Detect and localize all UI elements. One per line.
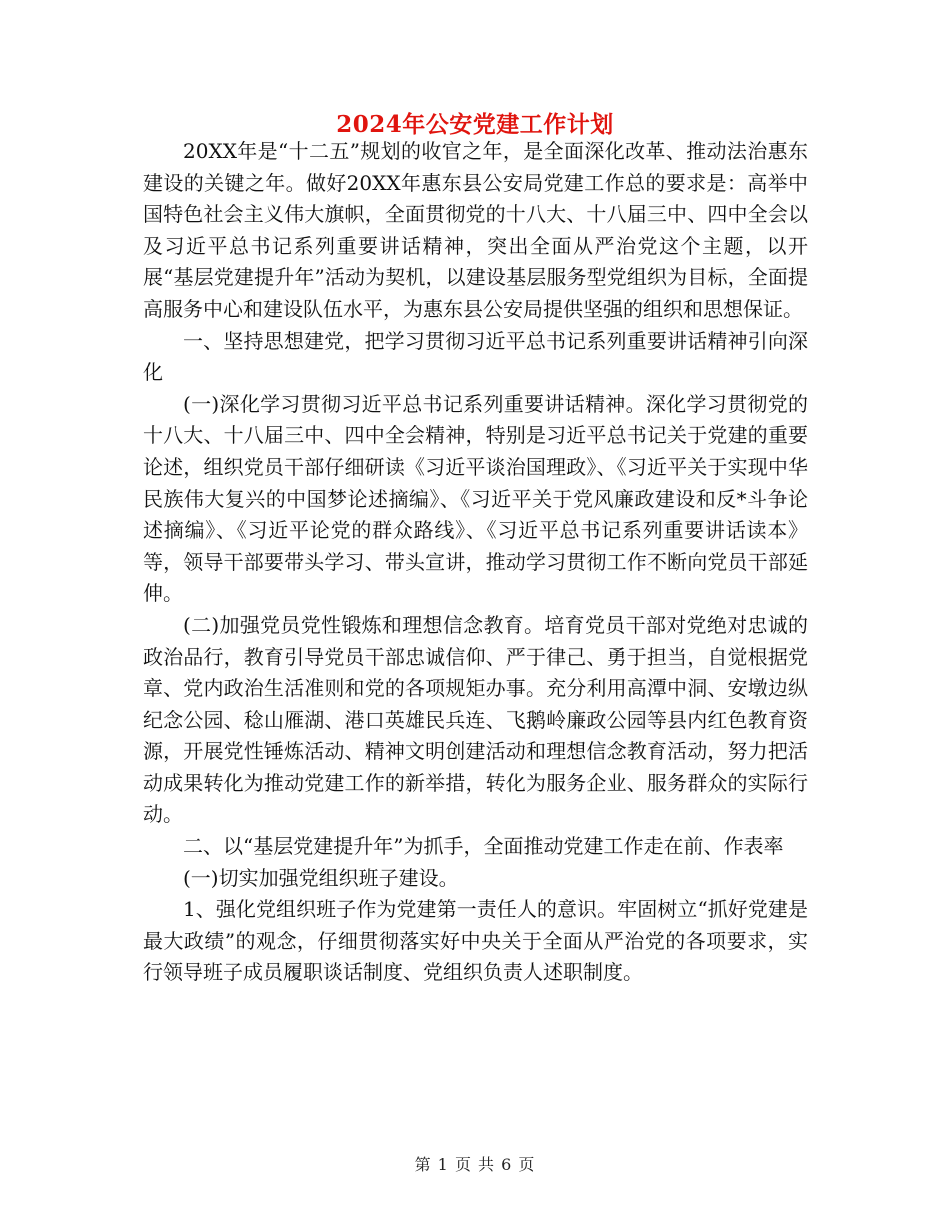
paragraph-section-1-1: (一)深化学习贯彻习近平总书记系列重要讲话精神。深化学习贯彻党的十八大、十八届三中、四中全会精神，特别是习近平总书记关于党建的重要论述，组织党员干部仔细研读《习近平谈治国理政》、《习近平关于实现中华民族伟大复兴的中国梦论述摘编》、《习近平关于党风廉政建设和反*斗争论述摘编》、《习近平论党的群众路线》、《习近平总书记系列重要讲话读本》等，领导干部要带头学习、带头宣讲，推动学习贯彻工作不断向党员干部延伸。 bbox=[143, 391, 808, 606]
paragraph-intro: 20XX年是“十二五”规划的收官之年，是全面深化改革、推动法治惠东建设的关键之年。做好20XX年惠东县公安局党建工作总的要求是：高举中国特色社会主义伟大旗帜，全面贯彻党的十八大、十八届三中、四中全会以及习近平总书记系列重要讲话精神，突出全面从严治党这个主题，以开展“基层党建提升年”活动为契机，以建设基层服务型党组织为目标，全面提高服务中心和建设队伍水平，为惠东县公安局提供坚强的组织和思想保证。 bbox=[143, 139, 808, 321]
paragraph-section-1-2: (二)加强党员党性锻炼和理想信念教育。培育党员干部对党绝对忠诚的政治品行，教育引导党员干部忠诚信仰、严于律己、勇于担当，自觉根据党章、党内政治生活准则和党的各项规矩办事。充分利用高潭中洞、安墩边纵纪念公园、稔山雁湖、港口英雄民兵连、飞鹅岭廉政公园等县内红色教育资源，开展党性锤炼活动、精神文明创建活动和理想信念教育活动，努力把活动成果转化为推动党建工作的新举措，转化为服务企业、服务群众的实际行动。 bbox=[143, 612, 808, 827]
page-number-footer: 第 1 页 共 6 页 bbox=[414, 1155, 536, 1174]
paragraph-section-2-heading: 二、以“基层党建提升年”为抓手，全面推动党建工作走在前、作表率 bbox=[183, 834, 784, 859]
paragraph-section-1-heading: 一、坚持思想建党，把学习贯彻习近平总书记系列重要讲话精神引向深化 bbox=[143, 328, 808, 385]
paragraph-section-2-1: (一)切实加强党组织班子建设。 bbox=[183, 865, 459, 890]
document-title: 2024年公安党建工作计划 bbox=[336, 111, 614, 138]
document-body bbox=[143, 136, 808, 989]
paragraph-section-2-1-item-1: 1、强化党组织班子作为党建第一责任人的意识。牢固树立“抓好党建是最大政绩”的观念，仔细贯彻落实好中央关于全面从严治党的各项要求，实行领导班子成员履职谈话制度、党组织负责人述职制度。 bbox=[143, 897, 808, 985]
